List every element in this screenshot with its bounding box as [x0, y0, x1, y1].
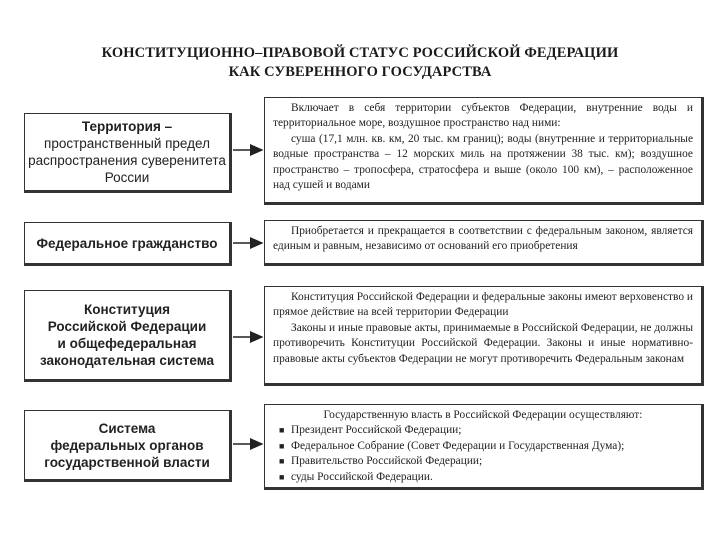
- bullet-icon: ■: [279, 471, 285, 482]
- constitution-description: [264, 286, 704, 386]
- citizenship-description: [264, 220, 704, 266]
- bullet-icon: ■: [279, 425, 285, 436]
- citizenship-heading: Федеральное гражданство: [36, 235, 218, 251]
- list-item: ■ Правительство Российской Федерации;: [273, 454, 693, 469]
- territory-box: [24, 113, 232, 193]
- authorities-line-1: Система: [98, 420, 156, 436]
- constitution-line-1: Конституция: [84, 302, 170, 317]
- territory-line-1: пространственный предел: [44, 136, 210, 151]
- list-item: ■ Федеральное Собрание (Совет Федерации и Государственная Дума);: [273, 439, 693, 454]
- bullet-icon: ■: [279, 440, 285, 451]
- title-line-1: КОНСТИТУЦИОННО–ПРАВОВОЙ СТАТУС РОССИЙСКОЙ ФЕДЕРАЦИИ: [101, 45, 619, 61]
- citizenship-box: [24, 222, 232, 266]
- territory-desc-p1: Включает в себя территории субъектов Федерации, внутренние воды и территориальное море, воздушное пространство над ними:: [273, 102, 693, 130]
- constitution-line-3: и общефедеральная: [57, 336, 197, 351]
- territory-desc-p2: суша (17,1 млн. кв. км, 20 тыс. км границ); воды (внутренние и территориальные водные пространства – 12 морских миль на протяжении 38 тыс. км); воздушное пространство – тропосфера, стратосфера и выше (около 100 км), – расположенное над сушей и водами: [273, 132, 693, 192]
- territory-line-2: распространения суверенитета: [28, 153, 226, 168]
- constitution-line-2: Российской Федерации: [47, 319, 207, 334]
- constitution-desc-p2: Законы и иные правовые акты, принимаемые в Российской Федерации, не должны противоречить Конституции Российской Федерации. Законы и иные нормативно-правовые акты субъектов Федерации не могут противоречить Федеральным законам: [273, 321, 693, 365]
- authorities-line-2: федеральных органов: [50, 437, 204, 453]
- authorities-line-3: государственной власти: [44, 454, 210, 470]
- constitution-box: [24, 290, 232, 382]
- constitution-line-4: законодательная система: [39, 353, 215, 368]
- citizenship-desc-p1: Приобретается и прекращается в соответствии с федеральным законом, является единым и равным, независимо от оснований его приобретения: [273, 225, 693, 253]
- authorities-box: [24, 410, 232, 482]
- authorities-list: [273, 423, 693, 485]
- territory-description: [264, 97, 704, 205]
- title-line-2: КАК СУВЕРЕННОГО ГОСУДАРСТВА: [228, 64, 492, 80]
- territory-heading: Территория –: [81, 119, 173, 134]
- authorities-description: [264, 404, 704, 490]
- bullet-icon: ■: [279, 456, 285, 467]
- list-item: ■ Президент Российской Федерации;: [273, 423, 693, 438]
- list-item: ■ суды Российской Федерации.: [273, 470, 693, 485]
- territory-line-3: России: [104, 170, 150, 185]
- authorities-intro: Государственную власть в Российской Федерации осуществляют:: [323, 409, 643, 421]
- constitution-desc-p1: Конституция Российской Федерации и федеральные законы имеют верховенство и прямое действие на всей территории Федерации: [273, 291, 693, 319]
